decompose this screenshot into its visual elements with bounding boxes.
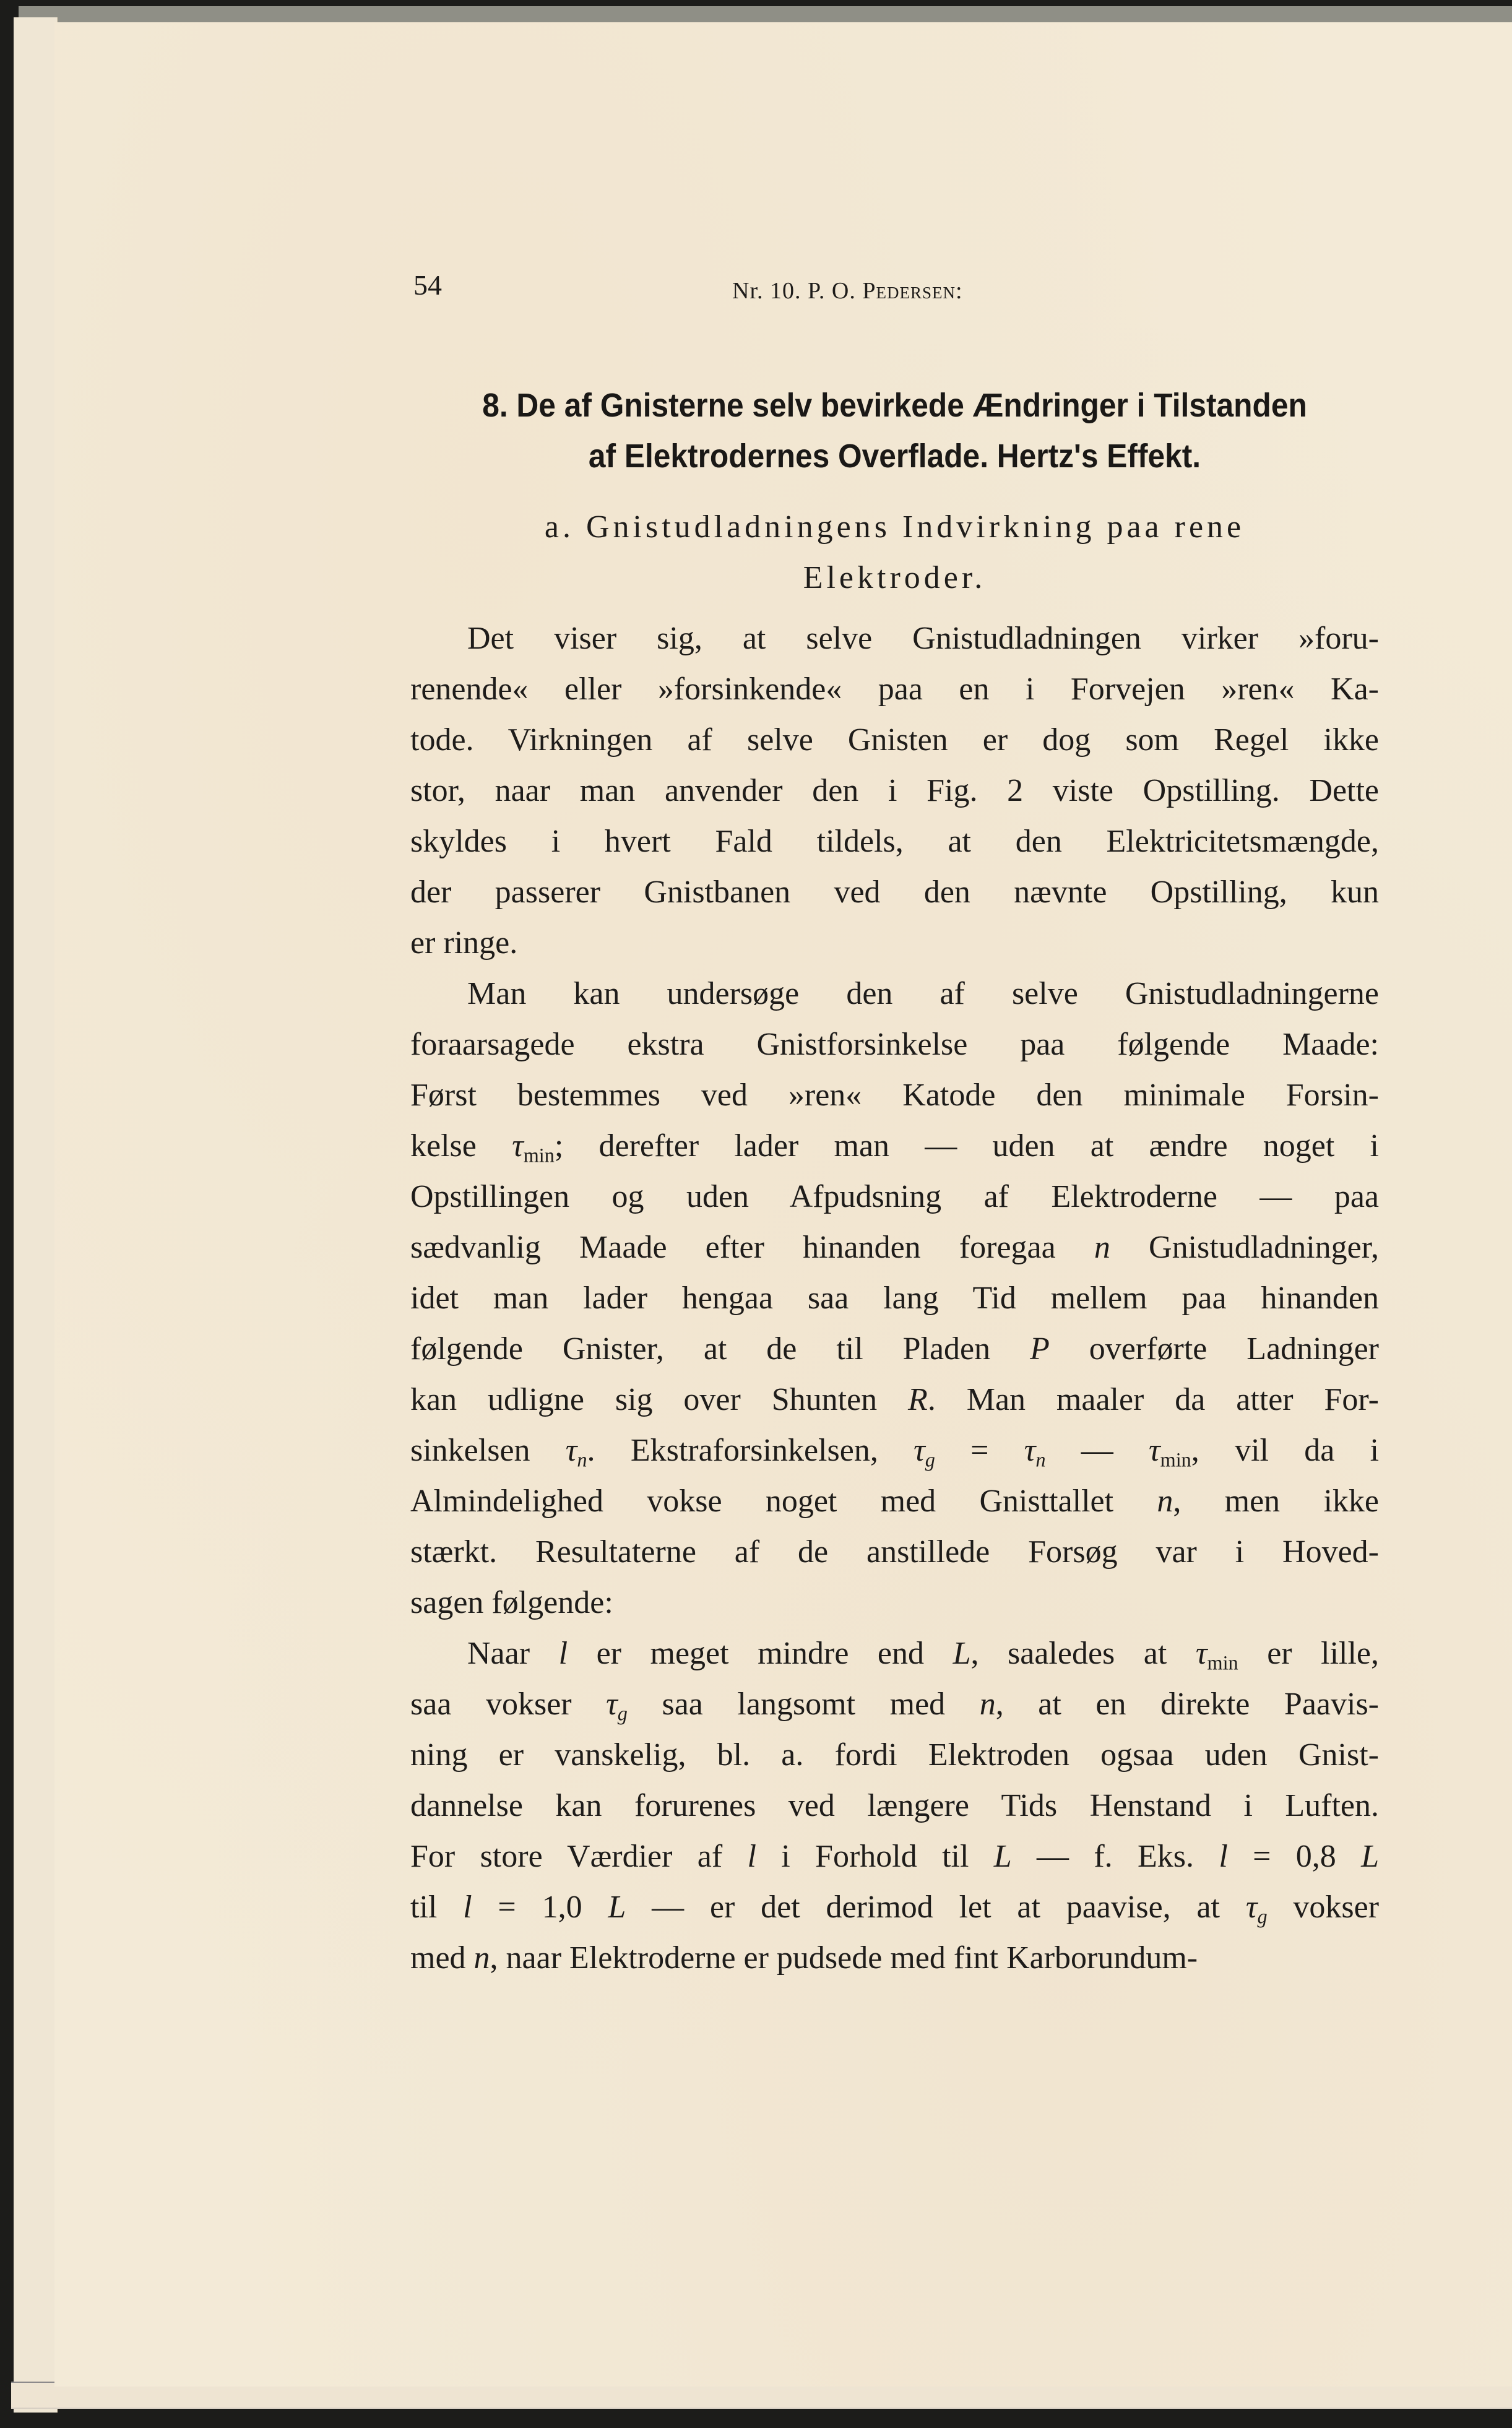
section-heading [449, 380, 1341, 482]
math-variable: P [1030, 1331, 1050, 1367]
math-variable: l [463, 1890, 472, 1925]
math-symbol: $\tau_g$ [606, 1687, 628, 1725]
section-heading-line-2: af Elektrodernes Overflade. Hertz's Effekt. [588, 438, 1201, 475]
scan-top-edge [19, 6, 1512, 24]
text-line: til l = 1,0 L — er det derimod let at paavise, at $\tau_g$ vokser [410, 1890, 1380, 1928]
math-variable: l [747, 1839, 756, 1874]
math-variable: R [908, 1382, 928, 1417]
text-line: sædvanlig Maade efter hinanden foregaa n Gnistudladninger, [410, 1230, 1380, 1265]
math-symbol: $\tau_{min}$ [1195, 1636, 1238, 1674]
math-symbol: $\tau_n$ [565, 1433, 587, 1471]
text-line: Opstillingen og uden Afpudsning af Elektroderne — paa [410, 1179, 1379, 1214]
text-line: kelse $\tau_{min}$; derefter lader man — uden at ændre noget i [410, 1128, 1379, 1167]
text-line: tode. Virkningen af selve Gnisten er dog som Regel ikke [410, 722, 1379, 758]
running-head-author: Pedersen [862, 278, 956, 304]
text-line: er ringe. [410, 925, 518, 961]
text-line: saa vokser $\tau_g$ saa langsomt med n, at en direkte Paavis- [410, 1687, 1380, 1725]
page-number: 54 [413, 269, 442, 301]
text-line: ning er vanskelig, bl. a. fordi Elektroden ogsaa uden Gnist- [410, 1737, 1379, 1773]
math-symbol: $\tau_g$ [914, 1433, 935, 1471]
text-line: Det viser sig, at selve Gnistudladningen virker »foru- [467, 621, 1379, 656]
text-line: kan udligne sig over Shunten R. Man maaler da atter For- [410, 1382, 1379, 1417]
subsection-heading [410, 502, 1379, 603]
paragraph [410, 969, 1379, 1628]
text-line: stor, naar man anvender den i Fig. 2 viste Opstilling. Dette [410, 773, 1379, 808]
text-line: dannelse kan forurenes ved længere Tids Henstand i Luften. [410, 1788, 1379, 1823]
running-head-title [732, 277, 963, 305]
text-line: idet man lader hengaa saa lang Tid mellem paa hinanden [410, 1281, 1379, 1316]
text-line: stærkt. Resultaterne af de anstillede Forsøg var i Hoved- [410, 1534, 1379, 1570]
text-line: sagen følgende: [410, 1585, 613, 1620]
math-symbol: $\tau_n$ [1024, 1433, 1046, 1471]
subsection-heading-line-1: a. Gnistudladningens Indvirkning paa rene [544, 509, 1245, 545]
text-line: foraarsagede ekstra Gnistforsinkelse paa følgende Maade: [410, 1027, 1379, 1062]
math-symbol: $\tau_{min}$ [512, 1128, 555, 1167]
section-heading-line-1: 8. De af Gnisterne selv bevirkede Ændringer i Tilstanden [482, 387, 1307, 424]
text-line: Man kan undersøge den af selve Gnistudladningerne [467, 976, 1379, 1011]
text-line: der passerer Gnistbanen ved den nævnte Opstilling, kun [410, 875, 1379, 910]
math-variable: L [953, 1636, 971, 1671]
math-variable: n [473, 1940, 490, 1976]
running-head-suffix: : [956, 278, 963, 304]
math-symbol: $\tau_{min}$ [1149, 1433, 1191, 1471]
paragraph [410, 1628, 1379, 1984]
math-variable: l [558, 1636, 568, 1671]
body-text [410, 613, 1379, 1984]
math-variable: L [993, 1839, 1012, 1874]
math-variable: L [608, 1890, 626, 1925]
text-line: Først bestemmes ved »ren« Katode den minimale Forsin- [410, 1078, 1379, 1113]
page-stack-edge [14, 17, 58, 2413]
paragraph [410, 613, 1379, 969]
subsection-heading-line-2: Elektroder. [803, 560, 987, 595]
text-line: renende« eller »forsinkende« paa en i Forvejen »ren« Ka- [410, 672, 1379, 707]
book-page [54, 22, 1512, 2387]
text-line: følgende Gnister, at de til Pladen P overførte Ladninger [410, 1331, 1379, 1367]
text-line: For store Værdier af l i Forhold til L — f. Eks. l = 0,8 L [410, 1839, 1380, 1874]
text-line: Naar l er meget mindre end L, saaledes at $\tau_{min}$ er lille, [467, 1636, 1380, 1674]
text-line: Almindelighed vokse noget med Gnisttallet n, men ikke [410, 1484, 1379, 1519]
math-variable: n [1094, 1230, 1110, 1265]
running-head [410, 269, 1379, 306]
math-variable: n [979, 1687, 996, 1722]
math-variable: l [1219, 1839, 1228, 1874]
math-variable: L [1361, 1839, 1380, 1874]
text-line: sinkelsen $\tau_n$. Ekstraforsinkelsen, $\tau_g = \tau_n$ — $\tau_{min}$, vil da i [410, 1433, 1380, 1471]
math-variable: n [1157, 1484, 1173, 1519]
text-line: med n, naar Elektroderne er pudsede med fint Karborundum- [410, 1940, 1198, 1976]
math-symbol: $\tau_g$ [1245, 1890, 1268, 1928]
running-head-prefix: Nr. 10. P. O. [732, 278, 863, 304]
text-line: skyldes i hvert Fald tildels, at den Elektricitetsmængde, [410, 824, 1379, 859]
